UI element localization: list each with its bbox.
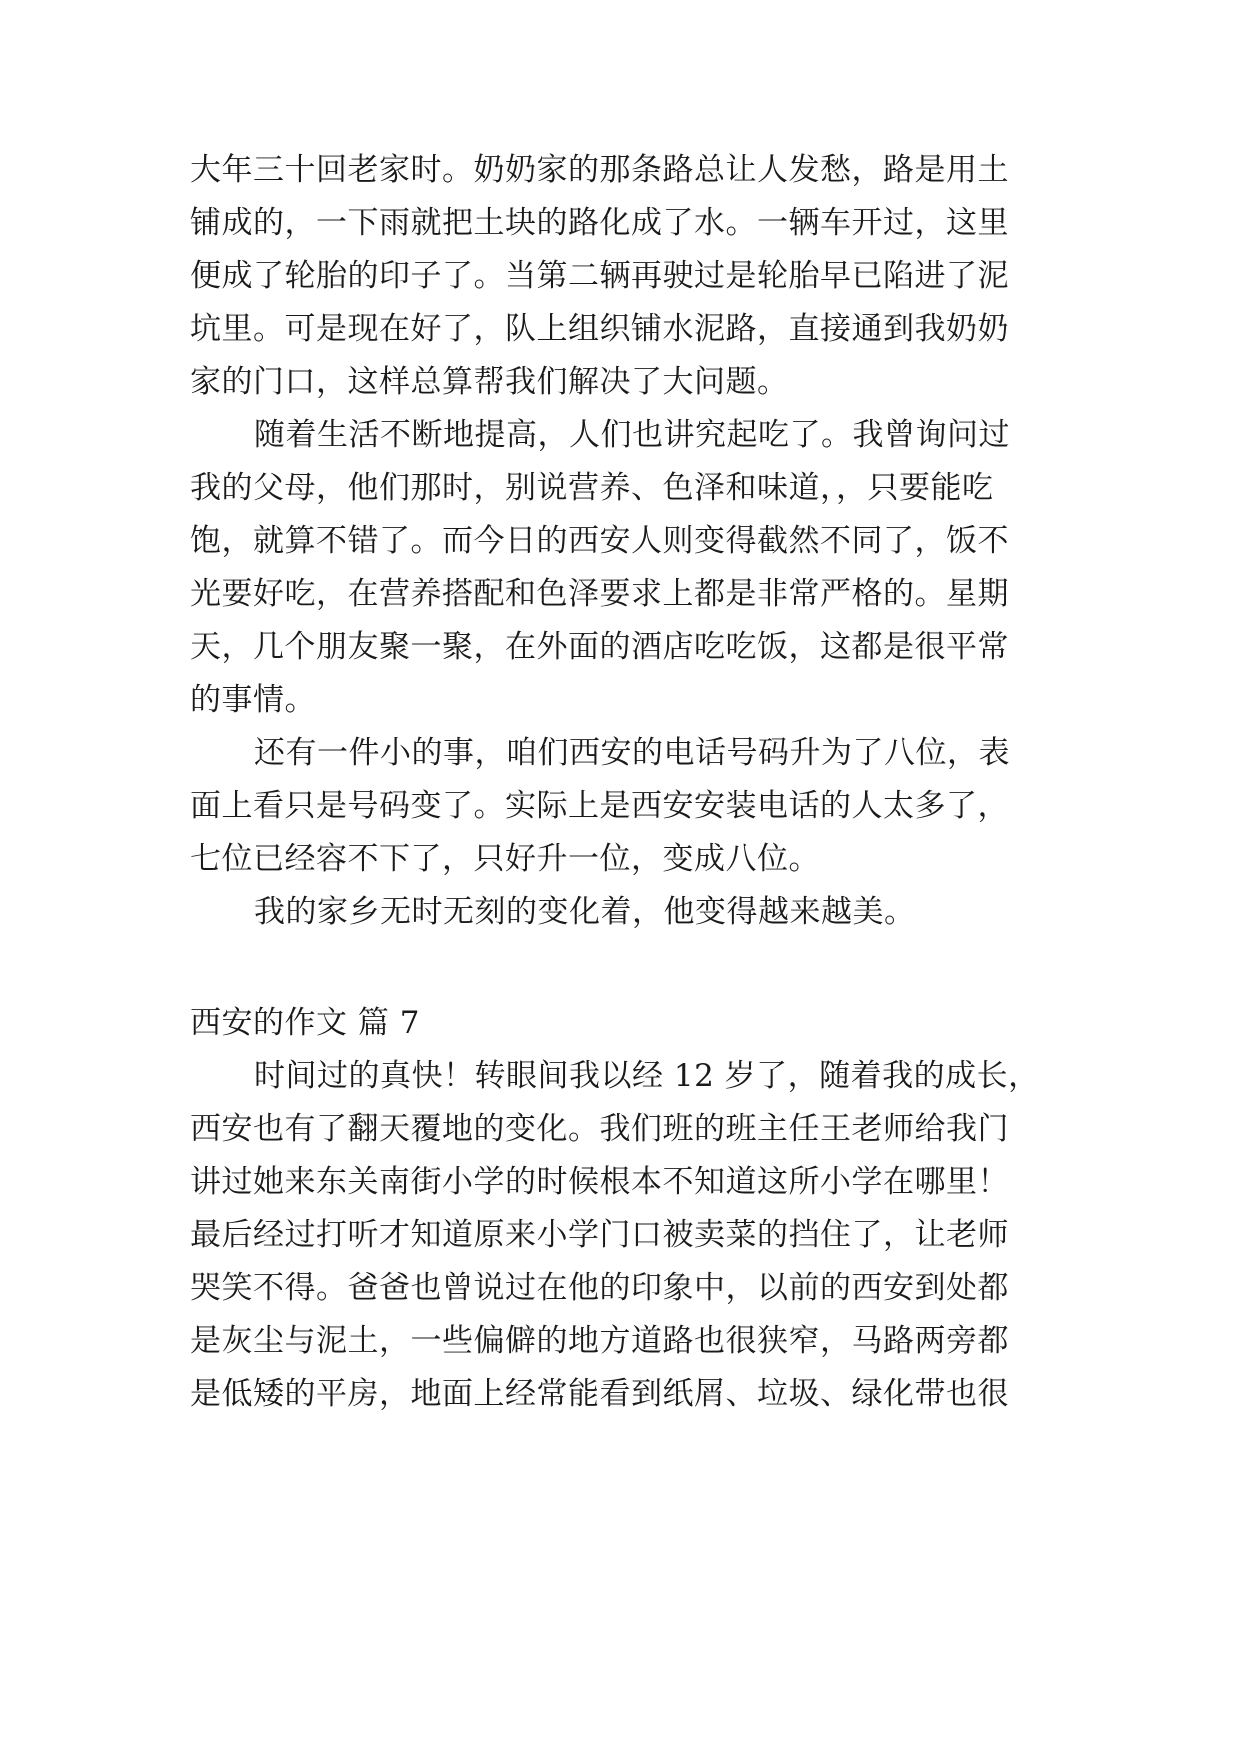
paragraph-1-line-2: 铺成的，一下雨就把土块的路化成了水。一辆车开过，这里	[190, 205, 1009, 241]
paragraph-5-line-7: 是低矮的平房，地面上经常能看到纸屑、垃圾、绿化带也很	[190, 1376, 1009, 1412]
paragraph-2-line-1: 随着生活不断地提高，人们也讲究起吃了。我曾询问过	[254, 417, 1010, 453]
paragraph-5-line-6: 是灰尘与泥土，一些偏僻的地方道路也很狭窄，马路两旁都	[190, 1323, 1009, 1359]
paragraph-4-line-1: 我的家乡无时无刻的变化着，他变得越来越美。	[254, 894, 916, 930]
paragraph-1-line-1: 大年三十回老家时。奶奶家的那条路总让人发愁，路是用土	[190, 152, 1009, 188]
paragraph-5-line-3: 讲过她来东关南街小学的时候根本不知道这所小学在哪里！	[190, 1164, 1009, 1200]
paragraph-5-line-4: 最后经过打听才知道原来小学门口被卖菜的挡住了，让老师	[190, 1217, 1009, 1253]
paragraph-2-line-3: 饱，就算不错了。而今日的西安人则变得截然不同了，饭不	[190, 523, 1009, 559]
paragraph-3-line-1: 还有一件小的事，咱们西安的电话号码升为了八位，表	[254, 735, 1010, 771]
paragraph-2-line-5: 天，几个朋友聚一聚，在外面的酒店吃吃饭，这都是很平常	[190, 629, 1009, 665]
paragraph-5-line-5: 哭笑不得。爸爸也曾说过在他的印象中，以前的西安到处都	[190, 1270, 1009, 1306]
paragraph-1-line-3: 便成了轮胎的印子了。当第二辆再驶过是轮胎早已陷进了泥	[190, 258, 1009, 294]
paragraph-5-line-1: 时间过的真快！转眼间我以经 12 岁了，随着我的成长，	[254, 1058, 1040, 1094]
paragraph-2-line-2: 我的父母，他们那时，别说营养、色泽和味道，，只要能吃	[190, 470, 994, 506]
section-heading: 西安的作文 篇 7	[190, 1005, 420, 1041]
paragraph-2-line-6: 的事情。	[190, 682, 316, 718]
paragraph-1-line-5: 家的门口，这样总算帮我们解决了大问题。	[190, 364, 789, 400]
paragraph-1-line-4: 坑里。可是现在好了，队上组织铺水泥路，直接通到我奶奶	[190, 311, 1009, 347]
paragraph-3-line-3: 七位已经容不下了，只好升一位，变成八位。	[190, 841, 820, 877]
paragraph-2-line-4: 光要好吃，在营养搭配和色泽要求上都是非常严格的。星期	[190, 576, 1009, 612]
paragraph-3-line-2: 面上看只是号码变了。实际上是西安安装电话的人太多了，	[190, 788, 1009, 824]
paragraph-5-line-2: 西安也有了翻天覆地的变化。我们班的班主任王老师给我门	[190, 1111, 1009, 1147]
